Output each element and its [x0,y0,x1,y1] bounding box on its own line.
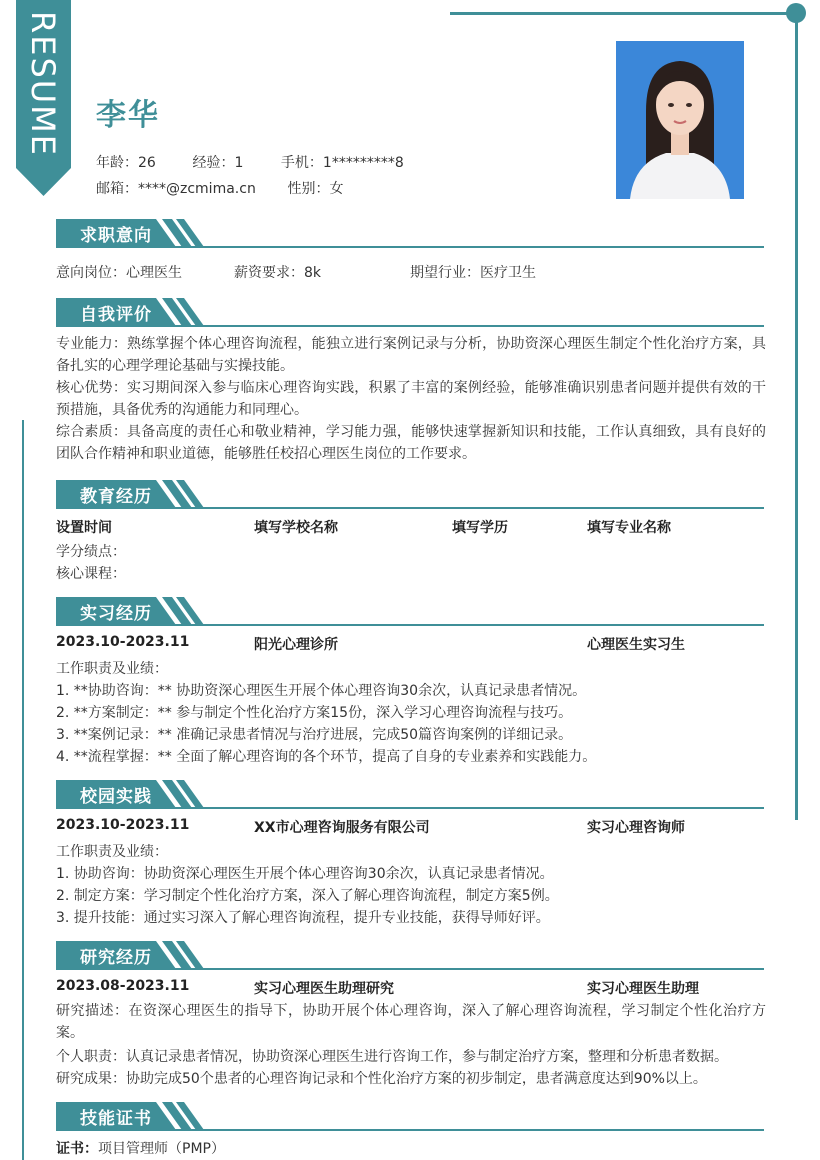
campus-duty-label: 工作职责及业绩： [56,844,168,860]
edu-degree: 填写学历 [452,520,508,536]
intern-duty-label: 工作职责及业绩： [56,661,168,677]
section-divider [56,624,764,626]
resume-ribbon-text: RESUME [24,10,63,158]
self-eval-strengths: 核心优势：实习期间深入参与临床心理咨询实践，积累了丰富的案例经验，能够准确识别患者问题并提供有效的干预措施，具备优秀的沟通能力和同理心。 [56,380,766,418]
section-header-self [56,298,764,328]
edu-major: 填写专业名称 [587,520,671,536]
intern-org: 阳光心理诊所 [254,637,338,653]
section-title: 校园实践 [80,787,152,807]
gender-value: 女 [329,181,344,197]
section-header-education [56,480,764,510]
section-divider [56,246,764,248]
edu-courses: 核心课程： [56,566,126,582]
research-description: 研究描述：在资深心理医生的指导下，协助开展个体心理咨询，深入了解心理咨询流程，学习制定个性化治疗方案。 [56,1003,766,1041]
intern-role: 心理医生实习生 [587,637,685,653]
section-divider [56,325,764,327]
intent-salary: 薪资要求：8k [234,265,322,281]
candidate-name: 李华 [96,98,160,133]
intent-position: 意向岗位：心理医生 [56,265,182,281]
right-decor-line [795,14,798,820]
self-eval-overall: 综合素质：具备高度的责任心和敬业精神，学习能力强，能够快速掌握新知识和技能，工作认真细致，具有良好的团队合作精神和职业道德，能够胜任校招心理医生岗位的工作要求。 [56,424,766,462]
research-result: 研究成果：协助完成50个患者的心理咨询记录和个性化治疗方案的初步制定，患者满意度达到90%以上。 [56,1071,707,1087]
email-value: ****@zcmima.cn [138,181,256,197]
section-title: 教育经历 [80,487,152,507]
section-header-skills [56,1102,764,1132]
section-header-research [56,941,764,971]
campus-item: 2. 制定方案：学习制定个性化治疗方案，深入了解心理咨询流程，制定方案5例。 [56,888,559,904]
profile-photo [616,41,744,199]
campus-item: 3. 提升技能：通过实习深入了解心理咨询流程，提升专业技能，获得导师好评。 [56,910,550,926]
section-title: 求职意向 [80,226,152,246]
section-divider [56,968,764,970]
section-title: 自我评价 [80,305,152,325]
top-decor-line [450,12,796,15]
edu-school: 填写学校名称 [254,520,338,536]
campus-time: 2023.10-2023.11 [56,817,190,833]
research-time: 2023.08-2023.11 [56,978,190,994]
section-divider [56,807,764,809]
edu-gpa: 学分绩点： [56,544,126,560]
research-role: 实习心理医生助理 [587,981,699,997]
intern-item: 2. **方案制定：** 参与制定个性化治疗方案15份，深入学习心理咨询流程与技巧。 [56,705,573,721]
section-title: 技能证书 [80,1109,152,1129]
experience-value: 1 [234,155,244,171]
info-row-basic: 年龄：26 经验：1 手机：1*********8 [96,155,404,171]
section-header-intent [56,219,764,249]
campus-org: XX市心理咨询服务有限公司 [254,820,430,836]
section-title: 实习经历 [80,604,152,624]
age-value: 26 [138,155,156,171]
self-eval-professional: 专业能力：熟练掌握个体心理咨询流程，能独立进行案例记录与分析，协助资深心理医生制定个性化治疗方案，具备扎实的心理学理论基础与实操技能。 [56,336,766,374]
research-project: 实习心理医生助理研究 [254,981,394,997]
intent-industry: 期望行业：医疗卫生 [410,265,536,281]
section-title: 研究经历 [80,948,152,968]
intern-item: 3. **案例记录：** 准确记录患者情况与治疗进展，完成50篇咨询案例的详细记录。 [56,727,573,743]
section-divider [56,1129,764,1131]
section-header-campus [56,780,764,810]
edu-time: 设置时间 [56,520,112,536]
info-row-contact: 邮箱：****@zcmima.cn 性别：女 [96,181,344,197]
section-header-internship [56,597,764,627]
cert-value: 项目管理师（PMP） [98,1141,225,1157]
skills-cert-row [56,1138,225,1158]
campus-role: 实习心理咨询师 [587,820,685,836]
research-duty: 个人职责：认真记录患者情况，协助资深心理医生进行咨询工作，参与制定治疗方案，整理和分析患者数据。 [56,1049,728,1065]
left-decor-line [22,420,24,1160]
intern-time: 2023.10-2023.11 [56,634,190,650]
campus-item: 1. 协助咨询：协助资深心理医生开展个体心理咨询30余次，认真记录患者情况。 [56,866,554,882]
intern-item: 4. **流程掌握：** 全面了解心理咨询的各个环节，提高了自身的专业素养和实践能力。 [56,749,597,765]
section-divider [56,507,764,509]
phone-value: 1*********8 [322,155,404,171]
intern-item: 1. **协助咨询：** 协助资深心理医生开展个体心理咨询30余次，认真记录患者情况。 [56,683,587,699]
cert-label: 证书： [56,1141,98,1157]
